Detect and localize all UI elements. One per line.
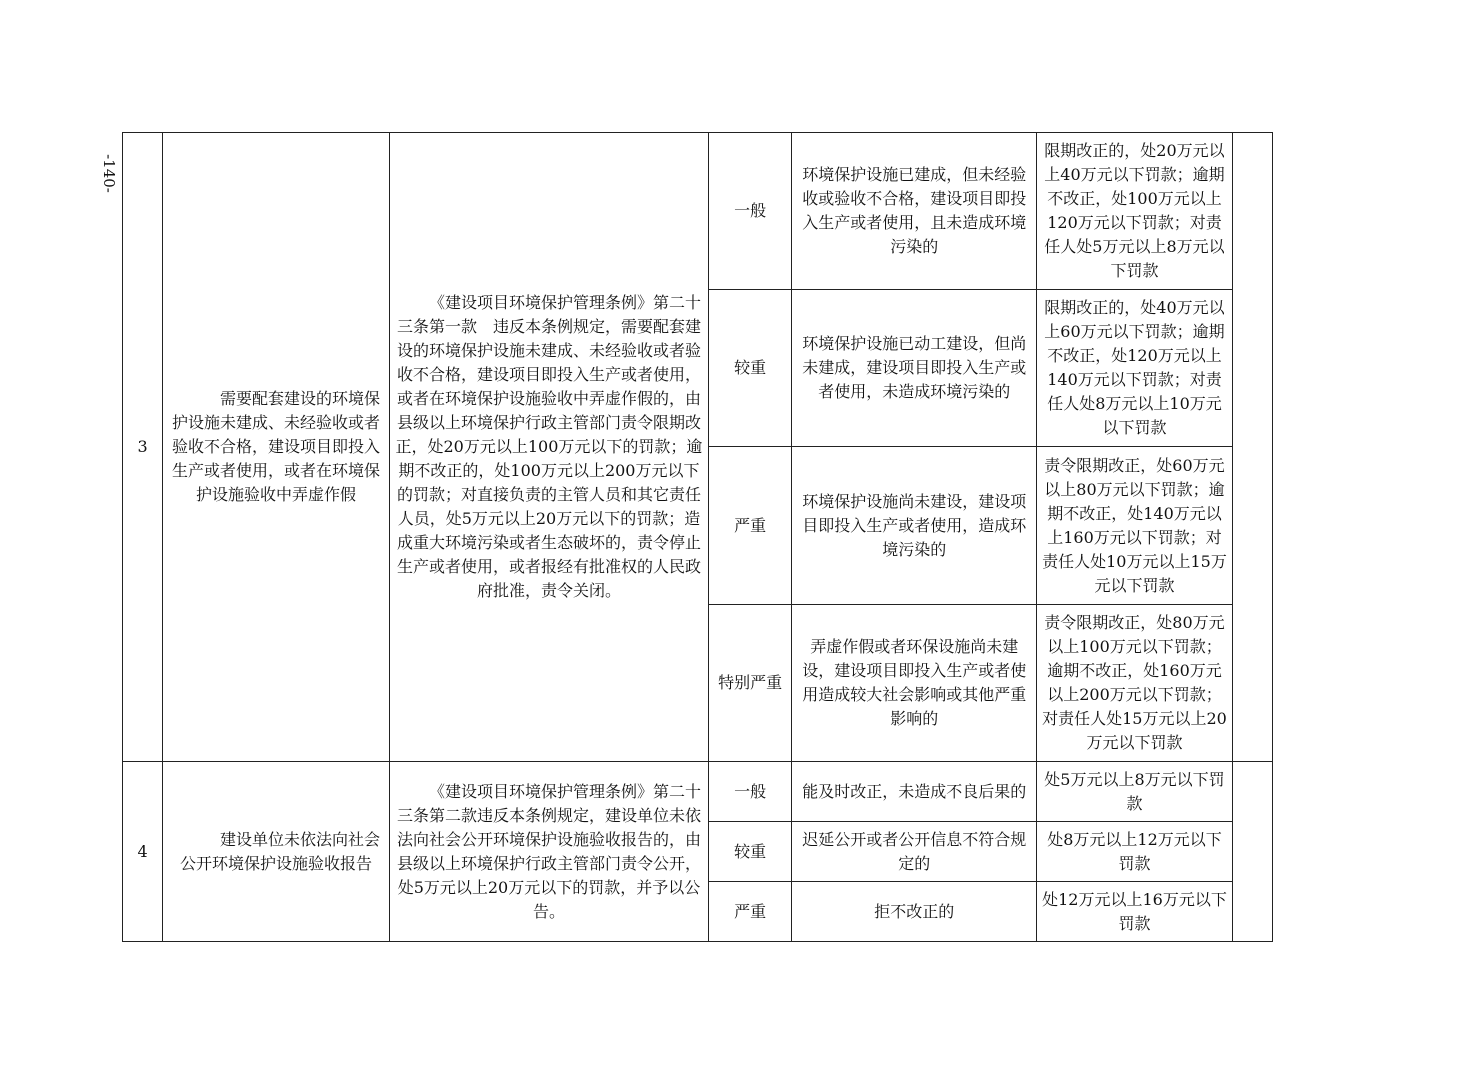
severity-level: 严重: [709, 882, 792, 942]
table-row: [123, 133, 1273, 290]
table-row: [123, 762, 1273, 822]
circumstance: 弄虚作假或者环保设施尚未建设，建设项目即投入生产或者使用造成较大社会影响或其他严重影响的: [792, 605, 1037, 762]
violation-act: 需要配套建设的环境保护设施未建成、未经验收或者验收不合格，建设项目即投入生产或者使用，或者在环境保护设施验收中弄虚作假: [163, 133, 390, 762]
penalty-standard: 限期改正的，处20万元以上40万元以下罚款；逾期不改正，处100万元以上120万元以下罚款；对责任人处5万元以上8万元以下罚款: [1037, 133, 1233, 290]
severity-level: 较重: [709, 290, 792, 447]
circumstance: 拒不改正的: [792, 882, 1037, 942]
circumstance: 环境保护设施已动工建设，但尚未建成，建设项目即投入生产或者使用，未造成环境污染的: [792, 290, 1037, 447]
penalty-standard: 处5万元以上8万元以下罚款: [1037, 762, 1233, 822]
penalty-standard: 责令限期改正，处80万元以上100万元以下罚款；逾期不改正，处160万元以上200万元以下罚款；对责任人处15万元以上20万元以下罚款: [1037, 605, 1233, 762]
severity-level: 严重: [709, 447, 792, 605]
legal-basis: 《建设项目环境保护管理条例》第二十三条第一款 违反本条例规定，需要配套建设的环境保护设施未建成、未经验收或者验收不合格，建设项目即投入生产或者使用，或者在环境保护设施验收中弄虚作假的，由县级以上环境保护行政主管部门责令限期改正，处20万元以上100万元以下的罚款；逾期不改正的，处100万元以上200万元以下的罚款；对直接负责的主管人员和其它责任人员，处5万元以上20万元以下的罚款；造成重大环境污染或者生态破坏的，责令停止生产或者使用，或者报经有批准权的人民政府批准，责令关闭。: [389, 133, 708, 762]
severity-level: 较重: [709, 822, 792, 882]
penalty-standard: 处8万元以上12万元以下罚款: [1037, 822, 1233, 882]
penalty-table: [122, 132, 1273, 942]
severity-level: 一般: [709, 133, 792, 290]
circumstance: 能及时改正，未造成不良后果的: [792, 762, 1037, 822]
penalty-standard: 责令限期改正，处60万元以上80万元以下罚款；逾期不改正，处140万元以上160万元以下罚款；对责任人处10万元以上15万元以下罚款: [1037, 447, 1233, 605]
legal-basis: 《建设项目环境保护管理条例》第二十三条第二款违反本条例规定，建设单位未依法向社会公开环境保护设施验收报告的，由县级以上环境保护行政主管部门责令公开，处5万元以上20万元以下的罚款，并予以公告。: [389, 762, 708, 942]
severity-level: 特别严重: [709, 605, 792, 762]
penalty-standard: 处12万元以上16万元以下罚款: [1037, 882, 1233, 942]
penalty-standard: 限期改正的，处40万元以上60万元以下罚款；逾期不改正，处120万元以上140万元以下罚款；对责任人处8万元以上10万元以下罚款: [1037, 290, 1233, 447]
item-number: 3: [123, 133, 163, 762]
violation-act: 建设单位未依法向社会公开环境保护设施验收报告: [163, 762, 390, 942]
severity-level: 一般: [709, 762, 792, 822]
page-number: -140-: [99, 153, 118, 193]
circumstance: 环境保护设施已建成，但未经验收或验收不合格，建设项目即投入生产或者使用，且未造成环境污染的: [792, 133, 1037, 290]
circumstance: 环境保护设施尚未建设，建设项目即投入生产或者使用，造成环境污染的: [792, 447, 1037, 605]
note-cell: [1232, 133, 1272, 762]
note-cell: [1232, 762, 1272, 942]
item-number: 4: [123, 762, 163, 942]
circumstance: 迟延公开或者公开信息不符合规定的: [792, 822, 1037, 882]
